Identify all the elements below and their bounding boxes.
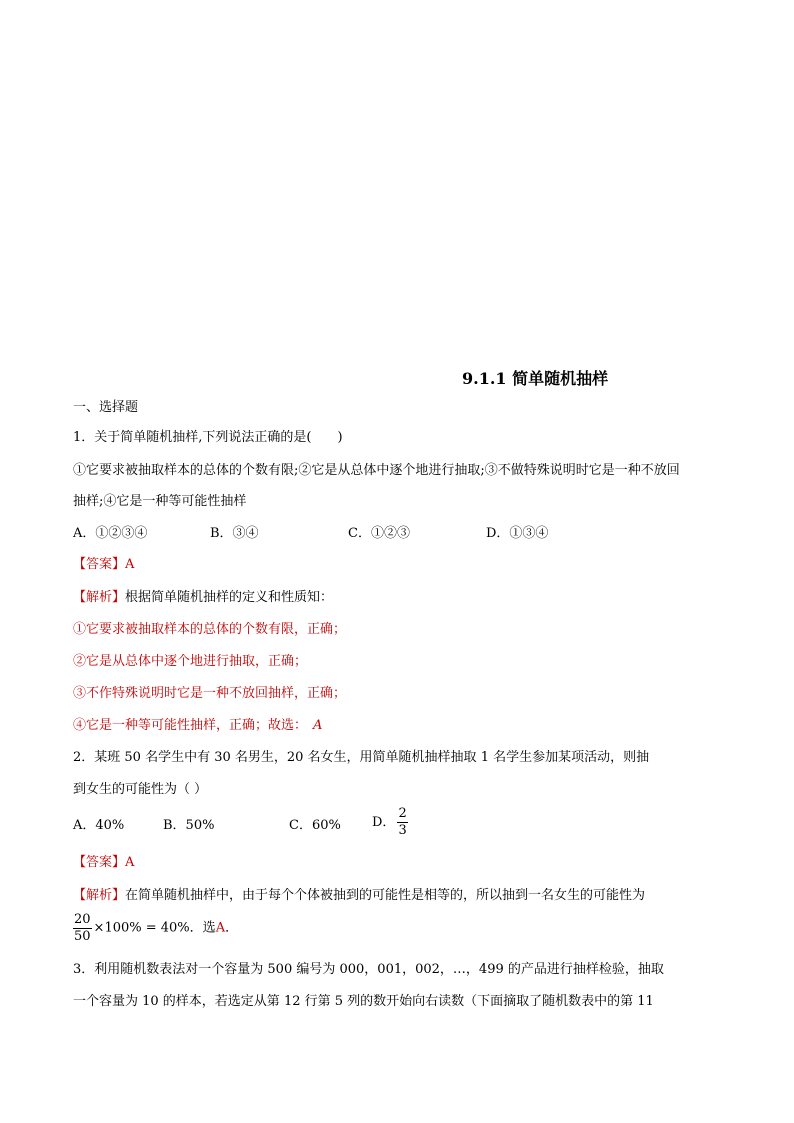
q1-analysis <box>73 588 333 608</box>
fraction-numerator: 2 <box>398 806 407 821</box>
q1-analysis-final <box>73 716 322 736</box>
q2-analysis <box>73 886 645 906</box>
q3-stem-line2: 一个容量为 10 的样本，若选定从第 12 行第 5 列的数开始向右读数（下面摘取了随机数表中的第 11 <box>73 994 654 1009</box>
q1-stem: 1．关于简单随机抽样,下列说法正确的是( ) <box>73 430 343 445</box>
analysis-tag: 【解析】 <box>73 888 126 903</box>
q2-option-a: A．40% <box>73 818 125 833</box>
q1-analysis-line: ①它要求被抽取样本的总体的个数有限，正确； <box>73 622 347 637</box>
fraction-denominator: 3 <box>398 823 407 838</box>
q1-option-c: C．①②③ <box>348 526 410 541</box>
formula-end: ． <box>225 920 239 936</box>
option-d-label: D． <box>372 814 396 830</box>
q2-option-b: B．50% <box>163 818 215 833</box>
q1-analysis-line: ②它是从总体中逐个地进行抽取，正确； <box>73 654 308 669</box>
formula-tail: ．选 <box>189 920 216 936</box>
q1-statements-line2: 抽样;④它是一种等可能性抽样 <box>73 494 247 509</box>
q1-analysis-line: ③不作特殊说明时它是一种不放回抽样，正确； <box>73 686 347 701</box>
analysis-tag: 【解析】 <box>73 590 126 605</box>
q1-answer <box>73 555 134 575</box>
formula-expression: ×100% = 40% <box>93 920 190 936</box>
answer-tag: 【答案】 <box>73 855 126 870</box>
q1-option-a: A．①②③④ <box>73 526 148 541</box>
q2-stem-line2: 到女生的可能性为（ ） <box>73 782 208 797</box>
q2-option-d <box>372 806 410 839</box>
page-title: 9.1.1 简单随机抽样 <box>462 369 609 388</box>
q3-stem-line1: 3．利用随机数表法对一个容量为 500 编号为 000，001，002，…，499 的产品进行抽样检验，抽取 <box>73 962 664 977</box>
analysis-text: 根据简单随机抽样的定义和性质知： <box>125 590 334 605</box>
q2-option-c: C．60% <box>289 818 341 833</box>
option-d-fraction <box>397 806 407 839</box>
q1-option-b: B．③④ <box>210 526 259 541</box>
answer-value: A <box>125 855 135 870</box>
q1-statements-line1: ①它要求被抽取样本的总体的个数有限;②它是从总体中逐个地进行抽取;③不做特殊说明时它是一种不放回 <box>73 463 680 478</box>
q1-option-d: D．①③④ <box>486 526 549 541</box>
answer-value: A <box>125 557 135 572</box>
q2-stem-line1: 2．某班 50 名学生中有 30 名男生，20 名女生，用简单随机抽样抽取 1 名学生参加某项活动，则抽 <box>73 750 650 765</box>
fraction-numerator: 20 <box>74 912 91 927</box>
q2-formula <box>73 912 238 945</box>
answer-tag: 【答案】 <box>73 557 126 572</box>
final-choice: A <box>313 718 323 733</box>
fraction-denominator: 50 <box>74 929 91 944</box>
section-heading: 一、选择题 <box>73 400 139 415</box>
formula-choice: A <box>215 920 226 936</box>
analysis-text: 在简单随机抽样中，由于每个个体被抽到的可能性是相等的，所以抽到一名女生的可能性为 <box>125 888 646 903</box>
analysis-text: ④它是一种等可能性抽样，正确；故选： <box>73 718 308 733</box>
q2-answer <box>73 853 134 873</box>
formula-fraction <box>73 912 92 945</box>
